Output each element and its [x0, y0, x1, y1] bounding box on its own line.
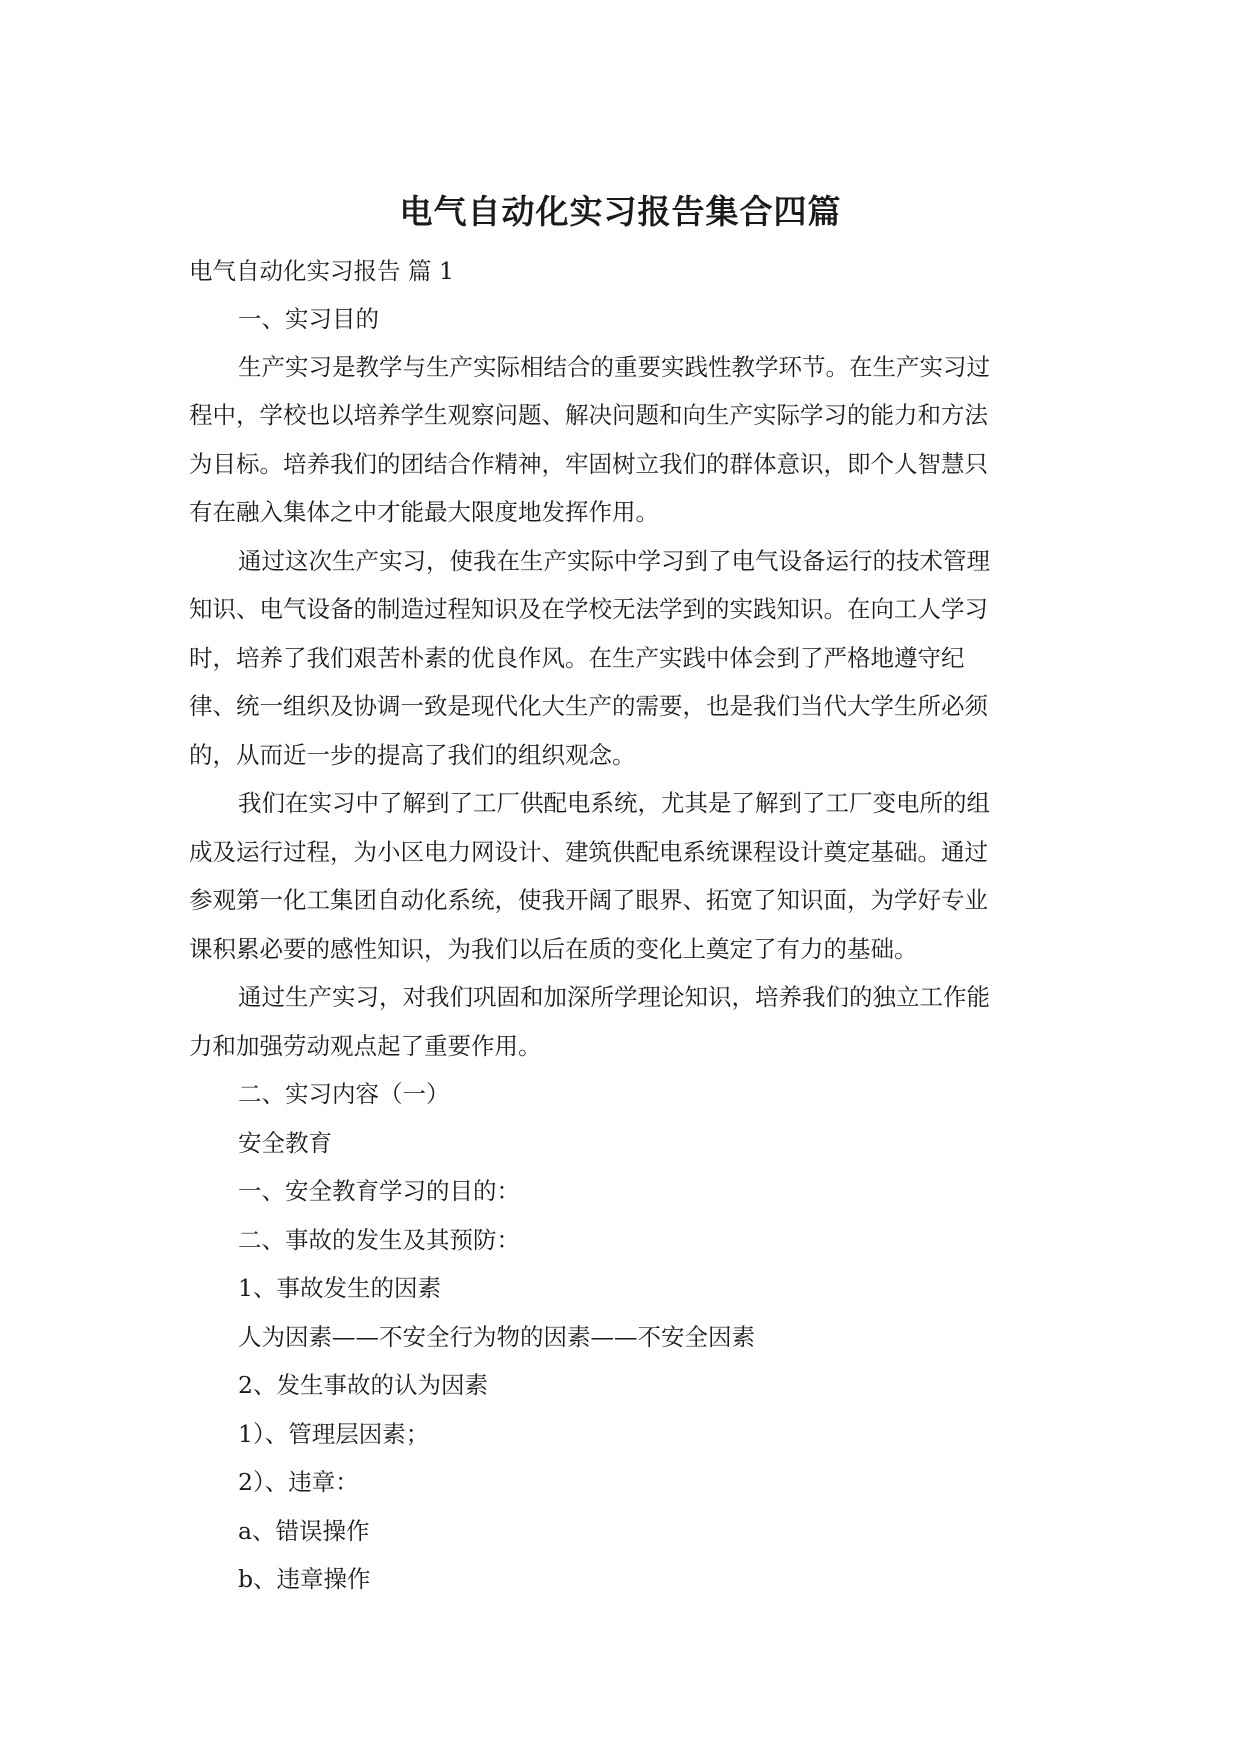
list-item: b、违章操作 [238, 1565, 371, 1593]
list-item: 二、事故的发生及其预防： [238, 1226, 520, 1254]
subheading: 安全教育 [238, 1129, 332, 1157]
paragraph-line: 我们在实习中了解到了工厂供配电系统，尤其是了解到了工厂变电所的组 [238, 789, 990, 817]
list-item: 1）、管理层因素； [238, 1420, 430, 1448]
paragraph-line: 有在融入集体之中才能最大限度地发挥作用。 [189, 498, 659, 526]
list-item: 1、事故发生的因素 [238, 1274, 441, 1302]
list-item: 人为因素——不安全行为物的因素——不安全因素 [238, 1323, 755, 1351]
paragraph-line: 为目标。培养我们的团结合作精神，牢固树立我们的群体意识，即个人智慧只 [189, 450, 988, 478]
paragraph-line: 知识、电气设备的制造过程知识及在学校无法学到的实践知识。在向工人学习 [189, 595, 988, 623]
paragraph-line: 成及运行过程，为小区电力网设计、建筑供配电系统课程设计奠定基础。通过 [189, 838, 988, 866]
list-item: 一、安全教育学习的目的： [238, 1177, 520, 1205]
subheading: 二、实习内容（一） [238, 1080, 450, 1108]
paragraph-line: 程中，学校也以培养学生观察问题、解决问题和向生产实际学习的能力和方法 [189, 401, 988, 429]
paragraph-line: 时，培养了我们艰苦朴素的优良作风。在生产实践中体会到了严格地遵守纪 [189, 644, 965, 672]
paragraph-line: 生产实习是教学与生产实际相结合的重要实践性教学环节。在生产实习过 [238, 353, 990, 381]
list-item: 2、发生事故的认为因素 [238, 1371, 488, 1399]
paragraph-line: 通过生产实习，对我们巩固和加深所学理论知识，培养我们的独立工作能 [238, 983, 990, 1011]
list-item: a、错误操作 [238, 1517, 370, 1545]
paragraph-line: 参观第一化工集团自动化系统，使我开阔了眼界、拓宽了知识面，为学好专业 [189, 886, 988, 914]
subheading: 一、实习目的 [238, 305, 379, 333]
list-item: 2）、违章： [238, 1468, 359, 1496]
paragraph-line: 的，从而近一步的提高了我们的组织观念。 [189, 741, 636, 769]
section-heading: 电气自动化实习报告 篇 1 [189, 257, 454, 285]
paragraph-line: 课积累必要的感性知识，为我们以后在质的变化上奠定了有力的基础。 [189, 935, 918, 963]
paragraph-line: 通过这次生产实习，使我在生产实际中学习到了电气设备运行的技术管理 [238, 547, 990, 575]
document-title: 电气自动化实习报告集合四篇 [399, 192, 842, 231]
paragraph-line: 律、统一组织及协调一致是现代化大生产的需要，也是我们当代大学生所必须 [189, 692, 988, 720]
paragraph-line: 力和加强劳动观点起了重要作用。 [189, 1032, 542, 1060]
